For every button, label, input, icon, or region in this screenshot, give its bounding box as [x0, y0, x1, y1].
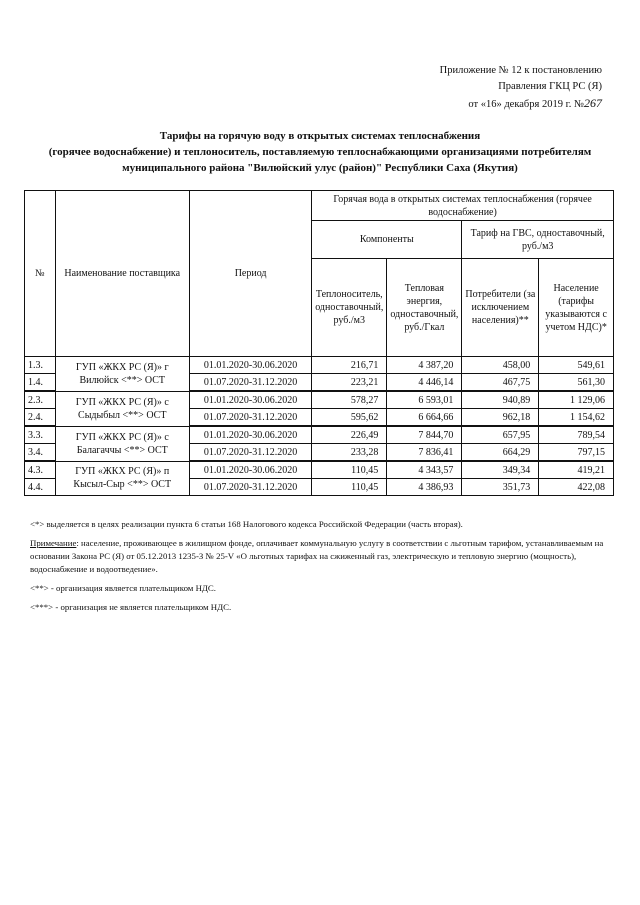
table-row — [25, 426, 614, 444]
header-tariff-gvs: Тариф на ГВС, одноставочный, руб./м3 — [462, 221, 614, 259]
row-num: 4.4. — [25, 479, 56, 496]
table-row — [25, 391, 614, 409]
row-num: 3.3. — [25, 426, 56, 444]
notes-section — [30, 518, 620, 620]
population-tariff: 561,30 — [539, 374, 614, 392]
supplier-name: ГУП «ЖКХ РС (Я)» с Сыдыбыл <**> ОСТ — [55, 391, 190, 426]
supplier-name: ГУП «ЖКХ РС (Я)» п Кысыл-Сыр <**> ОСТ — [55, 461, 190, 496]
heat-energy-value: 4 386,93 — [387, 479, 462, 496]
heat-energy-value: 7 844,70 — [387, 426, 462, 444]
consumers-tariff: 349,34 — [462, 461, 539, 479]
appendix-date: от «16» декабря 2019 г. № — [468, 99, 584, 110]
consumers-tariff: 962,18 — [462, 409, 539, 427]
document-title — [20, 128, 620, 176]
remark — [30, 537, 620, 576]
footnote-non-vat-payer: <***> - организация не является плательщиком НДС. — [30, 602, 232, 612]
consumers-tariff: 351,73 — [462, 479, 539, 496]
header-supplier: Наименование поставщика — [55, 191, 190, 357]
population-tariff: 789,54 — [539, 426, 614, 444]
row-num: 1.3. — [25, 357, 56, 374]
row-period: 01.07.2020-31.12.2020 — [190, 374, 312, 392]
title-line-2: (горячее водоснабжение) и теплоноситель, поставляемую теплоснабжающими организациями потребителям — [48, 146, 592, 158]
table-row — [25, 357, 614, 374]
handwritten-doc-number: 267 — [584, 96, 602, 110]
header-period: Период — [190, 191, 312, 357]
coolant-value: 110,45 — [312, 479, 387, 496]
coolant-value: 578,27 — [312, 391, 387, 409]
header-coolant: Теплоноситель, одноставочный, руб./м3 — [312, 259, 387, 357]
header-components: Компоненты — [312, 221, 462, 259]
supplier-name: ГУП «ЖКХ РС (Я)» г Вилюйск <**> ОСТ — [55, 357, 190, 392]
row-period: 01.07.2020-31.12.2020 — [190, 444, 312, 462]
population-tariff: 797,15 — [539, 444, 614, 462]
title-line-1: Тарифы на горячую воду в открытых системах теплоснабжения — [159, 130, 481, 142]
row-period: 01.07.2020-31.12.2020 — [190, 479, 312, 496]
appendix-line-1: Приложение № 12 к постановлению — [439, 65, 602, 76]
row-period: 01.01.2020-30.06.2020 — [190, 461, 312, 479]
coolant-value: 216,71 — [312, 357, 387, 374]
remark-label: Примечание — [30, 538, 77, 548]
coolant-value: 110,45 — [312, 461, 387, 479]
heat-energy-value: 4 343,57 — [387, 461, 462, 479]
table-row — [25, 461, 614, 479]
row-period: 01.07.2020-31.12.2020 — [190, 409, 312, 427]
supplier-name: ГУП «ЖКХ РС (Я)» с Балагаччы <**> ОСТ — [55, 426, 190, 461]
population-tariff: 422,08 — [539, 479, 614, 496]
consumers-tariff: 467,75 — [462, 374, 539, 392]
population-tariff: 1 129,06 — [539, 391, 614, 409]
appendix-line-3 — [440, 95, 602, 113]
row-period: 01.01.2020-30.06.2020 — [190, 391, 312, 409]
consumers-tariff: 458,00 — [462, 357, 539, 374]
coolant-value: 223,21 — [312, 374, 387, 392]
heat-energy-value: 4 446,14 — [387, 374, 462, 392]
row-num: 2.4. — [25, 409, 56, 427]
row-period: 01.01.2020-30.06.2020 — [190, 357, 312, 374]
heat-energy-value: 4 387,20 — [387, 357, 462, 374]
row-num: 1.4. — [25, 374, 56, 392]
tariff-table — [24, 190, 614, 496]
row-num: 2.3. — [25, 391, 56, 409]
population-tariff: 419,21 — [539, 461, 614, 479]
heat-energy-value: 6 664,66 — [387, 409, 462, 427]
title-line-3: муниципального района "Вилюйский улус (район)" Республики Саха (Якутия) — [122, 162, 518, 174]
consumers-tariff: 664,29 — [462, 444, 539, 462]
header-population: Население (тарифы указываются с учетом НДС)* — [539, 259, 614, 357]
footnote-vat-allocation: <*> выделяется в целях реализации пункта 6 статьи 168 Налогового кодекса Российской Федерации (часть вторая). — [30, 519, 463, 529]
coolant-value: 233,28 — [312, 444, 387, 462]
header-consumers: Потребители (за исключением населения)** — [462, 259, 539, 357]
consumers-tariff: 940,89 — [462, 391, 539, 409]
heat-energy-value: 7 836,41 — [387, 444, 462, 462]
appendix-header — [440, 63, 602, 113]
header-heat-energy: Тепловая энергия, одноставочный, руб./Гкал — [387, 259, 462, 357]
population-tariff: 1 154,62 — [539, 409, 614, 427]
row-num: 4.3. — [25, 461, 56, 479]
footnote-vat-payer: <**> - организация является плательщиком НДС. — [30, 583, 216, 593]
row-num: 3.4. — [25, 444, 56, 462]
population-tariff: 549,61 — [539, 357, 614, 374]
header-num: № — [25, 191, 56, 357]
coolant-value: 226,49 — [312, 426, 387, 444]
appendix-line-2: Правления ГКЦ РС (Я) — [498, 81, 602, 92]
remark-text: : население, проживающее в жилищном фонде, оплачивает коммунальную услугу в соответствии с льготным тарифом, устанавливаемым на основании Закона РС (Я) от 05.12.2013 1235-З № 25-V «О льготных тарифах на сжиженный газ, электрическую и тепловую энергию (мощность), водоснабжение и водоотведение». — [30, 538, 604, 574]
header-hot-water: Горячая вода в открытых системах теплоснабжения (горячее водоснабжение) — [312, 191, 614, 221]
consumers-tariff: 657,95 — [462, 426, 539, 444]
heat-energy-value: 6 593,01 — [387, 391, 462, 409]
coolant-value: 595,62 — [312, 409, 387, 427]
row-period: 01.01.2020-30.06.2020 — [190, 426, 312, 444]
